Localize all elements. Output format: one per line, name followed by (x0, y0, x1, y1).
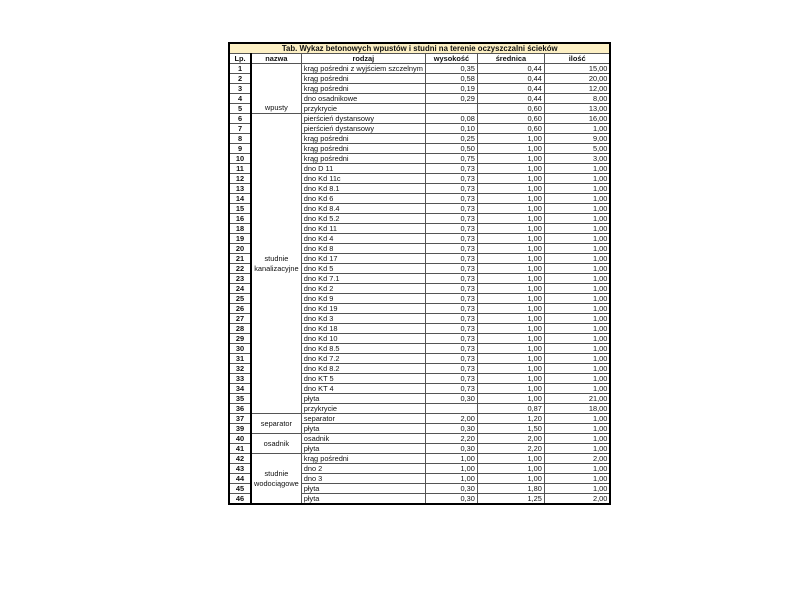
cell-ilosc: 1,00 (544, 374, 610, 384)
header-wysokosc: wysokość (425, 54, 477, 64)
header-nazwa: nazwa (251, 54, 301, 64)
cell-rodzaj: dno Kd 2 (301, 284, 425, 294)
cell-rodzaj: dno 3 (301, 474, 425, 484)
cell-wysokosc (425, 404, 477, 414)
cell-rodzaj: krąg pośredni (301, 134, 425, 144)
cell-ilosc: 1,00 (544, 124, 610, 134)
cell-ilosc: 1,00 (544, 474, 610, 484)
cell-lp: 31 (229, 354, 251, 364)
cell-rodzaj: dno Kd 11 (301, 224, 425, 234)
cell-lp: 39 (229, 424, 251, 434)
cell-wysokosc: 2,20 (425, 434, 477, 444)
table-body (229, 64, 610, 505)
cell-ilosc: 1,00 (544, 364, 610, 374)
cell-srednica: 0,87 (477, 404, 544, 414)
cell-wysokosc: 0,58 (425, 74, 477, 84)
cell-ilosc: 21,00 (544, 394, 610, 404)
cell-srednica: 1,00 (477, 164, 544, 174)
cell-srednica: 0,60 (477, 104, 544, 114)
cell-ilosc: 1,00 (544, 484, 610, 494)
cell-rodzaj: osadnik (301, 434, 425, 444)
cell-wysokosc (425, 104, 477, 114)
cell-ilosc: 1,00 (544, 424, 610, 434)
cell-srednica: 1,00 (477, 374, 544, 384)
cell-wysokosc: 0,73 (425, 374, 477, 384)
cell-srednica: 2,00 (477, 434, 544, 444)
cell-rodzaj: dno osadnikowe (301, 94, 425, 104)
cell-ilosc: 1,00 (544, 354, 610, 364)
cell-nazwa: osadnik (251, 434, 301, 454)
cell-ilosc: 16,00 (544, 114, 610, 124)
table-row (229, 114, 610, 124)
cell-wysokosc: 0,73 (425, 244, 477, 254)
cell-ilosc: 5,00 (544, 144, 610, 154)
cell-srednica: 1,00 (477, 454, 544, 464)
cell-lp: 19 (229, 234, 251, 244)
cell-ilosc: 12,00 (544, 84, 610, 94)
cell-lp: 3 (229, 84, 251, 94)
cell-srednica: 1,00 (477, 234, 544, 244)
cell-rodzaj: płyta (301, 424, 425, 434)
cell-wysokosc: 0,29 (425, 94, 477, 104)
cell-srednica: 0,44 (477, 74, 544, 84)
cell-rodzaj: płyta (301, 484, 425, 494)
cell-lp: 20 (229, 244, 251, 254)
cell-ilosc: 1,00 (544, 164, 610, 174)
cell-lp: 37 (229, 414, 251, 424)
cell-lp: 1 (229, 64, 251, 74)
cell-wysokosc: 0,73 (425, 334, 477, 344)
cell-rodzaj: dno Kd 10 (301, 334, 425, 344)
cell-rodzaj: przykrycie (301, 104, 425, 114)
cell-lp: 34 (229, 384, 251, 394)
cell-rodzaj: dno Kd 11c (301, 174, 425, 184)
cell-wysokosc: 0,30 (425, 444, 477, 454)
cell-wysokosc: 0,10 (425, 124, 477, 134)
cell-srednica: 1,00 (477, 334, 544, 344)
cell-ilosc: 1,00 (544, 284, 610, 294)
cell-lp: 24 (229, 284, 251, 294)
cell-wysokosc: 0,25 (425, 134, 477, 144)
cell-wysokosc: 0,73 (425, 284, 477, 294)
cell-ilosc: 13,00 (544, 104, 610, 114)
cell-lp: 27 (229, 314, 251, 324)
cell-rodzaj: dno Kd 17 (301, 254, 425, 264)
concrete-inlets-wells-table (228, 42, 611, 505)
cell-wysokosc: 0,73 (425, 214, 477, 224)
cell-lp: 6 (229, 114, 251, 124)
cell-srednica: 1,00 (477, 474, 544, 484)
cell-wysokosc: 1,00 (425, 474, 477, 484)
cell-lp: 21 (229, 254, 251, 264)
cell-rodzaj: dno Kd 18 (301, 324, 425, 334)
cell-wysokosc: 0,30 (425, 394, 477, 404)
cell-wysokosc: 1,00 (425, 454, 477, 464)
cell-srednica: 1,00 (477, 274, 544, 284)
cell-rodzaj: dno 2 (301, 464, 425, 474)
cell-lp: 46 (229, 494, 251, 505)
cell-wysokosc: 0,73 (425, 294, 477, 304)
cell-nazwa: studnie wodociągowe (251, 454, 301, 505)
cell-ilosc: 1,00 (544, 174, 610, 184)
cell-nazwa: wpusty (251, 64, 301, 114)
cell-ilosc: 1,00 (544, 264, 610, 274)
cell-lp: 41 (229, 444, 251, 454)
cell-srednica: 1,00 (477, 394, 544, 404)
cell-wysokosc: 0,75 (425, 154, 477, 164)
cell-ilosc: 1,00 (544, 464, 610, 474)
cell-lp: 32 (229, 364, 251, 374)
cell-srednica: 1,00 (477, 214, 544, 224)
cell-wysokosc: 0,35 (425, 64, 477, 74)
cell-srednica: 1,00 (477, 174, 544, 184)
table-row (229, 414, 610, 424)
cell-lp: 42 (229, 454, 251, 464)
cell-lp: 29 (229, 334, 251, 344)
cell-srednica: 1,00 (477, 344, 544, 354)
cell-rodzaj: krąg pośredni (301, 144, 425, 154)
cell-ilosc: 1,00 (544, 194, 610, 204)
cell-srednica: 1,00 (477, 154, 544, 164)
cell-wysokosc: 0,73 (425, 354, 477, 364)
cell-ilosc: 1,00 (544, 244, 610, 254)
cell-rodzaj: dno KT 5 (301, 374, 425, 384)
cell-ilosc: 1,00 (544, 434, 610, 444)
cell-wysokosc: 0,30 (425, 494, 477, 505)
cell-srednica: 0,60 (477, 124, 544, 134)
header-lp: Lp. (229, 54, 251, 64)
cell-wysokosc: 0,73 (425, 174, 477, 184)
cell-wysokosc: 0,73 (425, 254, 477, 264)
cell-wysokosc: 0,50 (425, 144, 477, 154)
cell-wysokosc: 0,08 (425, 114, 477, 124)
cell-srednica: 1,25 (477, 494, 544, 505)
cell-rodzaj: pierścień dystansowy (301, 124, 425, 134)
table-row (229, 454, 610, 464)
cell-ilosc: 1,00 (544, 214, 610, 224)
cell-ilosc: 1,00 (544, 334, 610, 344)
cell-srednica: 0,44 (477, 94, 544, 104)
cell-rodzaj: dno Kd 3 (301, 314, 425, 324)
cell-rodzaj: dno Kd 9 (301, 294, 425, 304)
cell-ilosc: 1,00 (544, 234, 610, 244)
cell-lp: 5 (229, 104, 251, 114)
cell-ilosc: 1,00 (544, 254, 610, 264)
cell-wysokosc: 0,73 (425, 184, 477, 194)
cell-srednica: 1,00 (477, 304, 544, 314)
header-rodzaj: rodzaj (301, 54, 425, 64)
cell-rodzaj: dno Kd 5 (301, 264, 425, 274)
header-row (229, 54, 610, 64)
cell-srednica: 1,00 (477, 134, 544, 144)
cell-wysokosc: 0,30 (425, 484, 477, 494)
cell-rodzaj: przykrycie (301, 404, 425, 414)
cell-ilosc: 1,00 (544, 344, 610, 354)
cell-rodzaj: krąg pośredni (301, 454, 425, 464)
cell-ilosc: 8,00 (544, 94, 610, 104)
cell-wysokosc: 0,73 (425, 204, 477, 214)
cell-ilosc: 1,00 (544, 294, 610, 304)
cell-wysokosc: 0,73 (425, 304, 477, 314)
cell-rodzaj: płyta (301, 494, 425, 505)
cell-wysokosc: 1,00 (425, 464, 477, 474)
cell-srednica: 0,44 (477, 84, 544, 94)
cell-lp: 44 (229, 474, 251, 484)
cell-wysokosc: 2,00 (425, 414, 477, 424)
cell-rodzaj: dno Kd 6 (301, 194, 425, 204)
cell-srednica: 2,20 (477, 444, 544, 454)
cell-lp: 16 (229, 214, 251, 224)
cell-srednica: 1,00 (477, 464, 544, 474)
cell-lp: 15 (229, 204, 251, 214)
cell-srednica: 1,00 (477, 284, 544, 294)
cell-lp: 36 (229, 404, 251, 414)
cell-lp: 10 (229, 154, 251, 164)
cell-rodzaj: dno D 11 (301, 164, 425, 174)
cell-ilosc: 9,00 (544, 134, 610, 144)
cell-rodzaj: płyta (301, 394, 425, 404)
cell-srednica: 1,50 (477, 424, 544, 434)
cell-ilosc: 1,00 (544, 274, 610, 284)
cell-rodzaj: dno Kd 5.2 (301, 214, 425, 224)
cell-wysokosc: 0,73 (425, 274, 477, 284)
cell-srednica: 1,00 (477, 354, 544, 364)
cell-rodzaj: dno Kd 8 (301, 244, 425, 254)
cell-srednica: 1,00 (477, 244, 544, 254)
cell-ilosc: 1,00 (544, 304, 610, 314)
cell-lp: 30 (229, 344, 251, 354)
cell-wysokosc: 0,73 (425, 324, 477, 334)
cell-rodzaj: krąg pośredni z wyjściem szczelnym (301, 64, 425, 74)
cell-rodzaj: dno KT 4 (301, 384, 425, 394)
cell-ilosc: 2,00 (544, 494, 610, 505)
cell-wysokosc: 0,73 (425, 234, 477, 244)
cell-srednica: 1,00 (477, 314, 544, 324)
cell-ilosc: 1,00 (544, 414, 610, 424)
cell-lp: 22 (229, 264, 251, 274)
cell-ilosc: 1,00 (544, 444, 610, 454)
header-ilosc: ilość (544, 54, 610, 64)
cell-lp: 13 (229, 184, 251, 194)
cell-lp: 4 (229, 94, 251, 104)
cell-lp: 40 (229, 434, 251, 444)
cell-rodzaj: separator (301, 414, 425, 424)
cell-ilosc: 2,00 (544, 454, 610, 464)
cell-lp: 35 (229, 394, 251, 404)
cell-wysokosc: 0,73 (425, 164, 477, 174)
cell-srednica: 1,00 (477, 254, 544, 264)
cell-ilosc: 18,00 (544, 404, 610, 414)
cell-ilosc: 1,00 (544, 184, 610, 194)
table-row (229, 64, 610, 74)
cell-ilosc: 1,00 (544, 324, 610, 334)
cell-rodzaj: dno Kd 7.2 (301, 354, 425, 364)
cell-srednica: 1,00 (477, 264, 544, 274)
cell-lp: 8 (229, 134, 251, 144)
cell-srednica: 1,00 (477, 364, 544, 374)
cell-wysokosc: 0,73 (425, 194, 477, 204)
cell-srednica: 1,00 (477, 294, 544, 304)
cell-rodzaj: pierścień dystansowy (301, 114, 425, 124)
cell-srednica: 1,00 (477, 324, 544, 334)
cell-lp: 23 (229, 274, 251, 284)
cell-ilosc: 20,00 (544, 74, 610, 84)
cell-lp: 14 (229, 194, 251, 204)
cell-rodzaj: krąg pośredni (301, 84, 425, 94)
cell-rodzaj: dno Kd 19 (301, 304, 425, 314)
cell-lp: 45 (229, 484, 251, 494)
cell-rodzaj: płyta (301, 444, 425, 454)
cell-srednica: 1,00 (477, 204, 544, 214)
cell-srednica: 1,00 (477, 224, 544, 234)
cell-lp: 43 (229, 464, 251, 474)
cell-srednica: 1,00 (477, 144, 544, 154)
cell-rodzaj: dno Kd 8.1 (301, 184, 425, 194)
cell-ilosc: 1,00 (544, 224, 610, 234)
cell-rodzaj: dno Kd 8.5 (301, 344, 425, 354)
cell-lp: 18 (229, 224, 251, 234)
table-title: Tab. Wykaz betonowych wpustów i studni na terenie oczyszczalni ścieków (229, 43, 610, 54)
cell-srednica: 1,80 (477, 484, 544, 494)
cell-srednica: 1,00 (477, 194, 544, 204)
cell-lp: 28 (229, 324, 251, 334)
cell-rodzaj: dno Kd 8.4 (301, 204, 425, 214)
cell-rodzaj: krąg pośredni (301, 154, 425, 164)
header-srednica: średnica (477, 54, 544, 64)
cell-ilosc: 3,00 (544, 154, 610, 164)
cell-wysokosc: 0,73 (425, 344, 477, 354)
cell-ilosc: 1,00 (544, 204, 610, 214)
table-row (229, 434, 610, 444)
cell-wysokosc: 0,73 (425, 264, 477, 274)
cell-lp: 7 (229, 124, 251, 134)
cell-ilosc: 1,00 (544, 314, 610, 324)
cell-rodzaj: dno Kd 7.1 (301, 274, 425, 284)
cell-srednica: 1,00 (477, 184, 544, 194)
cell-lp: 2 (229, 74, 251, 84)
cell-nazwa: separator (251, 414, 301, 434)
cell-wysokosc: 0,30 (425, 424, 477, 434)
cell-wysokosc: 0,73 (425, 384, 477, 394)
cell-lp: 33 (229, 374, 251, 384)
cell-srednica: 0,60 (477, 114, 544, 124)
cell-rodzaj: dno Kd 4 (301, 234, 425, 244)
cell-rodzaj: dno Kd 8.2 (301, 364, 425, 374)
cell-ilosc: 1,00 (544, 384, 610, 394)
cell-lp: 12 (229, 174, 251, 184)
cell-srednica: 1,00 (477, 384, 544, 394)
cell-wysokosc: 0,73 (425, 364, 477, 374)
cell-ilosc: 15,00 (544, 64, 610, 74)
cell-nazwa: studnie kanalizacyjne (251, 114, 301, 414)
cell-wysokosc: 0,19 (425, 84, 477, 94)
cell-srednica: 1,20 (477, 414, 544, 424)
cell-lp: 25 (229, 294, 251, 304)
cell-wysokosc: 0,73 (425, 224, 477, 234)
cell-srednica: 0,44 (477, 64, 544, 74)
cell-lp: 26 (229, 304, 251, 314)
cell-rodzaj: krąg pośredni (301, 74, 425, 84)
cell-lp: 11 (229, 164, 251, 174)
cell-lp: 9 (229, 144, 251, 154)
cell-wysokosc: 0,73 (425, 314, 477, 324)
